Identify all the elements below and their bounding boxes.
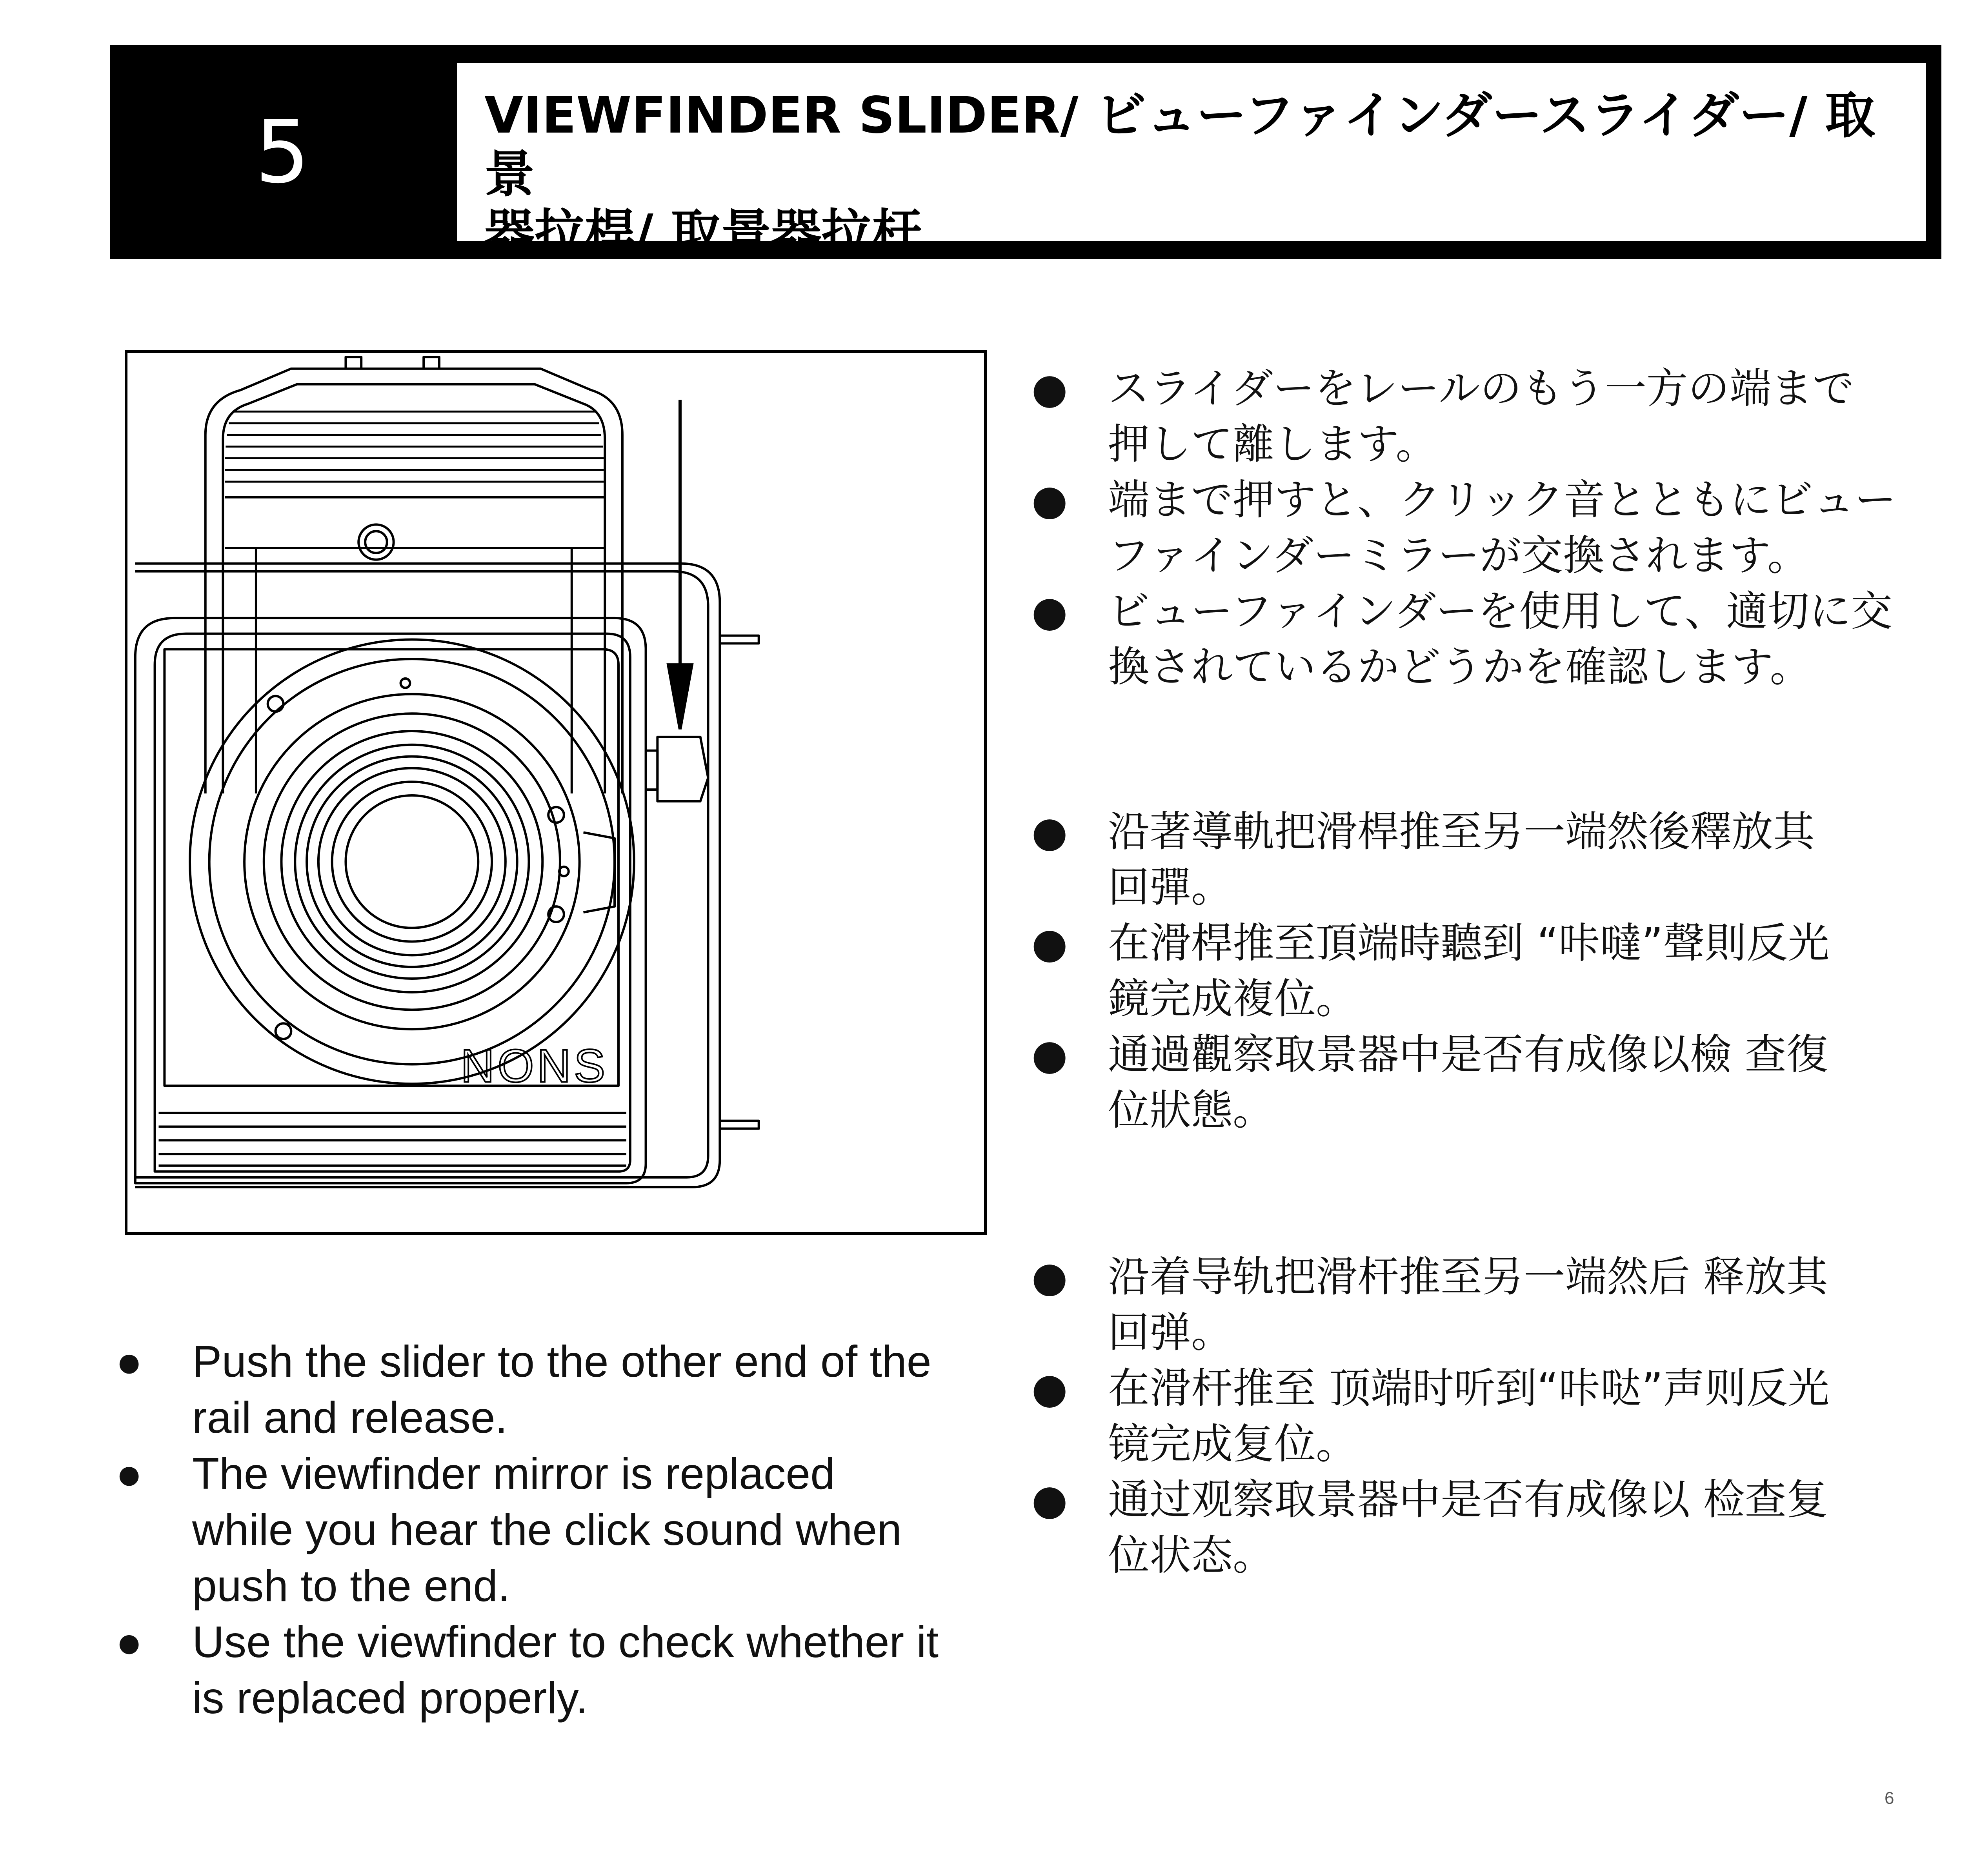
bullet-icon: ● — [116, 1337, 143, 1386]
list-item — [1031, 1249, 1945, 1361]
bullet-icon: ● — [1031, 587, 1068, 635]
item-line: 在滑杆推至 顶端时听到“咔哒”声则反光 — [1108, 1364, 1830, 1412]
item-line: The viewfinder mirror is replaced — [192, 1449, 835, 1498]
item-line: 鏡完成複位。 — [1108, 975, 1357, 1023]
item-line: 沿着导轨把滑杆推至另一端然后 释放其 — [1108, 1253, 1828, 1301]
title-box — [457, 63, 1926, 262]
item-line: スライダーをレールのもう一方の端まで — [1108, 364, 1854, 413]
japanese-instructions — [1031, 361, 1945, 695]
list-item — [116, 1334, 998, 1446]
list-item — [1031, 361, 1945, 472]
list-item — [116, 1614, 998, 1726]
item-line: Use the viewfinder to check whether it — [192, 1617, 939, 1667]
section-number: 5 — [255, 102, 310, 202]
camera-illustration — [125, 350, 987, 1235]
list-item — [1031, 472, 1945, 584]
bullet-icon: ● — [1031, 476, 1068, 524]
bullet-icon: ● — [1031, 1364, 1068, 1412]
list-item — [1031, 804, 1945, 915]
list-item — [1031, 584, 1945, 695]
bullet-icon: ● — [1031, 1476, 1068, 1524]
item-line: is replaced properly. — [192, 1673, 588, 1723]
item-line: ビューファインダーを使用して、適切に交 — [1108, 587, 1893, 635]
simplified-chinese-instructions — [1031, 1249, 1945, 1583]
item-line: 在滑桿推至頂端時聽到 “咔噠”聲則反光 — [1108, 919, 1830, 967]
page-number: 6 — [1885, 1789, 1894, 1808]
item-line: 位狀態。 — [1108, 1086, 1274, 1134]
item-line: ファインダーミラーが交換されます。 — [1108, 531, 1809, 580]
brand-label: NONS — [460, 1040, 608, 1092]
bullet-icon: ● — [1031, 1030, 1068, 1079]
item-line: 通過觀察取景器中是否有成像以檢 查復 — [1108, 1030, 1828, 1079]
item-line: push to the end. — [192, 1561, 510, 1610]
item-line: 押して離します。 — [1108, 420, 1437, 468]
bullet-icon: ● — [1031, 919, 1068, 967]
item-line: while you hear the click sound when — [192, 1505, 902, 1554]
item-line: Push the slider to the other end of the — [192, 1337, 931, 1386]
item-line: rail and release. — [192, 1393, 508, 1442]
list-item — [1031, 1472, 1945, 1583]
bullet-icon: ● — [116, 1449, 143, 1498]
bullet-icon: ● — [1031, 1253, 1068, 1301]
bullet-icon: ● — [1031, 364, 1068, 413]
bullet-icon: ● — [116, 1617, 143, 1667]
section-title-line-2: 器拉桿/ 取景器拉杆 — [484, 204, 922, 262]
item-line: 回彈。 — [1108, 863, 1233, 912]
section-header — [110, 45, 1941, 262]
list-item — [1031, 915, 1945, 1027]
section-title-line-1: VIEWFINDER SLIDER/ ビューファインダースライダー/ 取景 — [484, 86, 1876, 204]
list-item — [1031, 1361, 1945, 1472]
item-line: 沿著導軌把滑桿推至另一端然後釋放其 — [1108, 808, 1815, 856]
camera-drawing-icon — [127, 353, 984, 1232]
item-line: 回弹。 — [1108, 1308, 1233, 1357]
traditional-chinese-instructions — [1031, 804, 1945, 1138]
list-item — [1031, 1027, 1945, 1138]
english-instructions — [116, 1334, 998, 1726]
item-line: 镜完成复位。 — [1108, 1420, 1357, 1468]
bullet-icon: ● — [1031, 808, 1068, 856]
item-line: 換されているかどうかを確認します。 — [1108, 643, 1812, 691]
item-line: 端まで押すと、クリック音とともにビュー — [1108, 476, 1896, 524]
item-line: 位状态。 — [1108, 1531, 1274, 1579]
list-item — [116, 1446, 998, 1614]
item-line: 通过观察取景器中是否有成像以 检查复 — [1108, 1476, 1828, 1524]
